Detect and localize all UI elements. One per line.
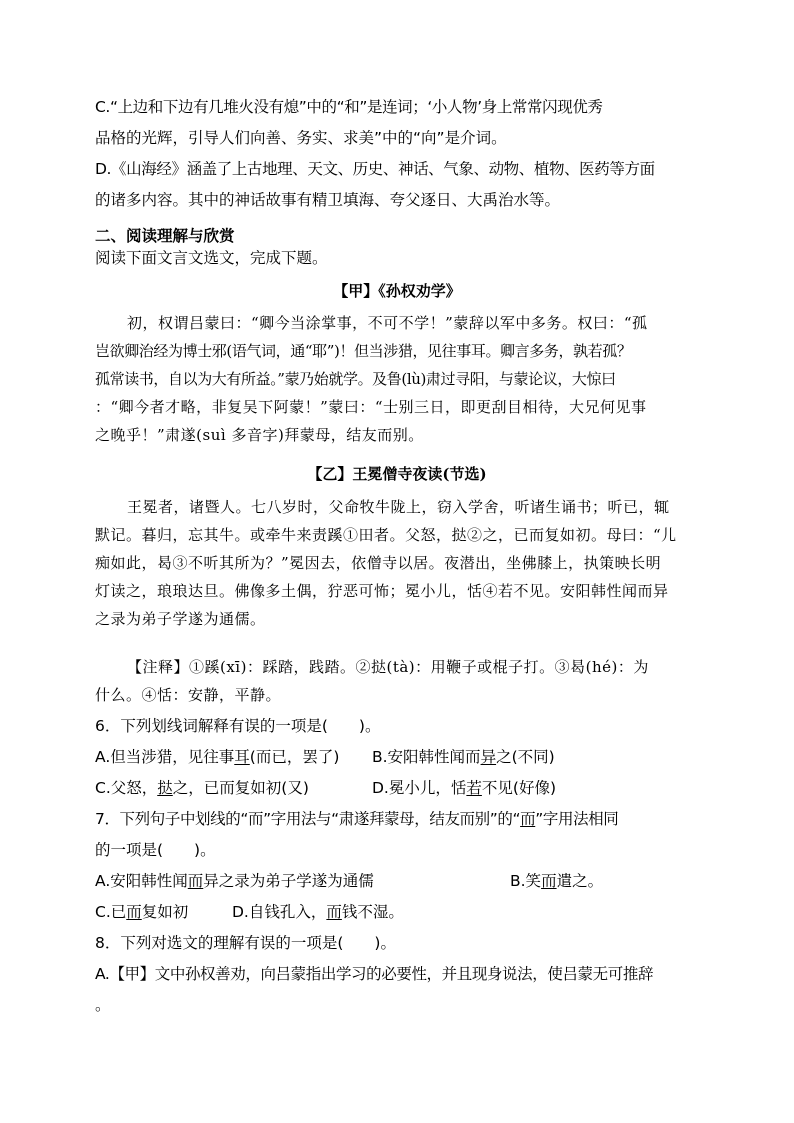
section-heading: 二、阅读理解与欣赏 xyxy=(95,227,235,245)
passage-yi-note-line2: 什么。④恬：安静，平静。 xyxy=(95,686,282,704)
q8-stem: 8．下列对选文的理解有误的一项是( )。 xyxy=(95,934,396,952)
q6-options-cd xyxy=(95,777,705,799)
passage-yi-line: 灯读之，琅琅达旦。佛像多土偶，狞恶可怖；冕小儿，恬④若不见。安阳韩性闻而异 xyxy=(95,582,669,600)
passage-jia-line: 之晚乎！”肃遂(suì 多音字)拜蒙母，结友而别。 xyxy=(95,426,424,444)
q5-option-c-line2: 品格的光辉，引导人们向善、务实、求美”中的“向”是介词。 xyxy=(95,129,507,147)
q6-option-c: C.父怒，挞之，已而复如初(又) xyxy=(95,779,309,797)
passage-yi-line: 王冕者，诸暨人。七八岁时，父命牧牛陇上，窃入学舍，听诸生诵书；听已，辄 xyxy=(127,498,670,516)
passage-jia-title: 【甲】《孙权劝学》 xyxy=(333,282,461,300)
q6-option-d: D.冕小儿，恬若不见(好像) xyxy=(372,779,556,797)
q7-options-cd xyxy=(95,901,705,923)
section-instruction: 阅读下面文言文选文，完成下题。 xyxy=(95,249,328,267)
passage-yi-title: 【乙】王冕僧寺夜读(节选) xyxy=(307,465,487,483)
q6-stem: 6．下列划线词解释有误的一项是( )。 xyxy=(95,717,381,735)
q5-option-d-line2: 的诸多内容。其中的神话故事有精卫填海、夸父逐日、大禹治水等。 xyxy=(95,191,561,209)
q8-option-a-line1: A.【甲】文中孙权善劝，向吕蒙指出学习的必要性，并且现身说法，使吕蒙无可推辞 xyxy=(95,965,654,983)
q7-option-a: A.安阳韩性闻而异之录为弟子学遂为通儒 xyxy=(95,872,374,890)
q8-option-a-line2: 。 xyxy=(95,996,111,1014)
passage-jia-line: 岂欲卿治经为博士邪(语气词，通“耶”)！但当涉猎，见往事耳。卿言多务，孰若孤？ xyxy=(95,342,632,360)
passage-yi-line: 痴如此，曷③不听其所为？”冕因去，依僧寺以居。夜潜出，坐佛膝上，执策映长明 xyxy=(95,554,662,572)
passage-yi-line: 默记。暮归，忘其牛。或牵牛来责蹊①田者。父怒，挞②之，已而复如初。母曰：“儿 xyxy=(95,526,677,544)
q5-option-d-line1: D.《山海经》涵盖了上古地理、天文、历史、神话、气象、动物、植物、医药等方面 xyxy=(95,160,655,178)
q7-stem-line2: 的一项是( )。 xyxy=(95,841,216,859)
passage-yi-note-line1: 【注释】①蹊(xī)：踩踏，践踏。②挞(tà)：用鞭子或棍子打。③曷(hé)：为 xyxy=(127,658,649,676)
passage-jia-line: 初，权谓吕蒙曰：“卿今当涂掌事，不可不学！”蒙辞以军中多务。权曰：“孤 xyxy=(127,314,648,332)
q7-stem-line1: 7．下列句子中划线的“而”字用法与“肃遂拜蒙母，结友而别”的“而”字用法相同 xyxy=(95,810,619,828)
q6-options-ab xyxy=(95,746,705,768)
q7-options-ab xyxy=(95,870,705,892)
q7-option-c: C.已而复如初 xyxy=(95,903,189,921)
q6-option-b: B.安阳韩性闻而异之(不同) xyxy=(372,748,555,766)
passage-jia-line: 孤常读书，自以为大有所益。”蒙乃始就学。及鲁(lù)肃过寻阳，与蒙论议，大惊曰 xyxy=(95,370,616,388)
q6-option-a: A.但当涉猎，见往事耳(而已，罢了) xyxy=(95,748,340,766)
q5-option-c-line1: C.“上边和下边有几堆火没有熄”中的“和”是连词；‘小人物’身上常常闪现优秀 xyxy=(95,98,603,116)
passage-yi-line: 之录为弟子学遂为通儒。 xyxy=(95,610,266,628)
q7-option-d: D.自钱孔入，而钱不湿。 xyxy=(232,903,404,921)
q7-option-b: B.笑而遣之。 xyxy=(510,872,604,890)
passage-jia-line: ：“卿今者才略，非复吴下阿蒙！”蒙曰：“士别三日，即更刮目相待，大兄何见事 xyxy=(95,398,647,416)
